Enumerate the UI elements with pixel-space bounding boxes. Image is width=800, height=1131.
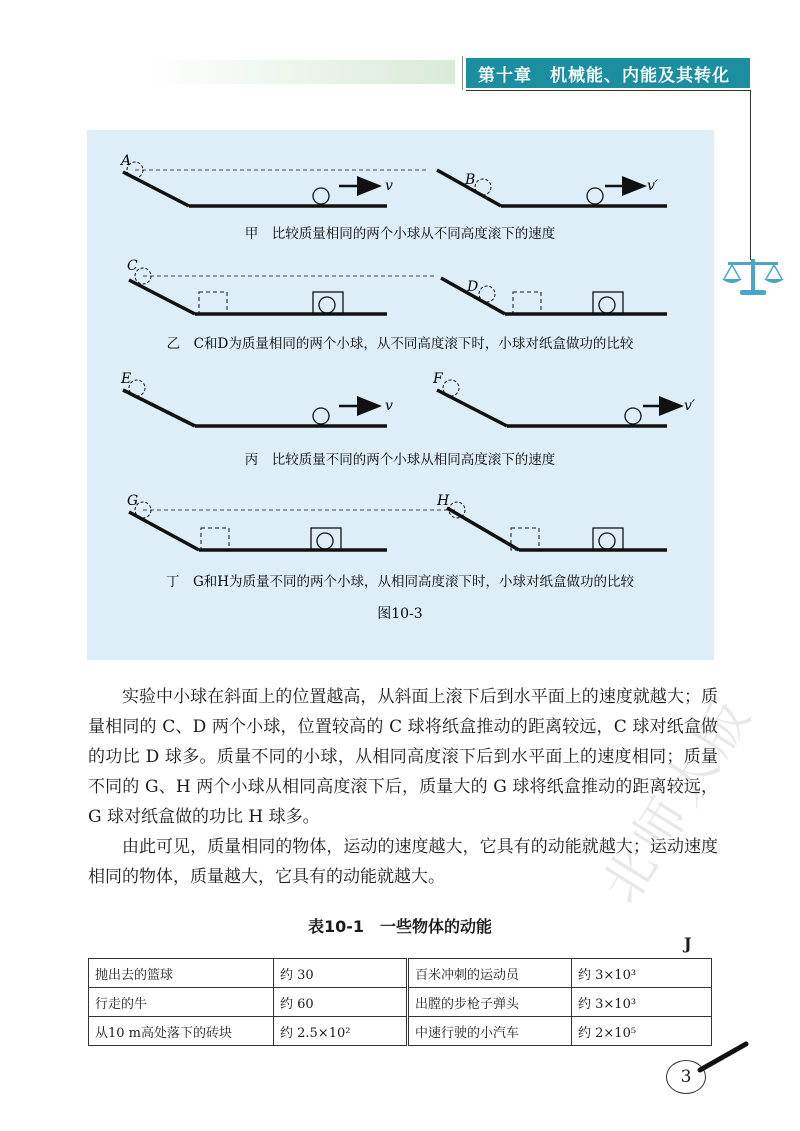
margin-rule [750,90,751,260]
table-cell: 约 3×10³ [572,959,712,988]
table-cell: 百米冲刺的运动员 [408,959,572,988]
table-cell: 中速行驶的小汽车 [408,1017,572,1046]
table-cell: 出膛的步枪子弹头 [408,988,572,1017]
table-cell: 约 60 [274,988,408,1017]
page-number: 3 [666,1060,706,1094]
magnifier-icon [696,1040,752,1074]
table-row [89,1017,712,1046]
speed-label-v: v [385,178,393,194]
table-unit: J [684,934,692,953]
panel-yi-diagram [127,258,667,314]
ball-label-b: B [465,172,476,188]
header-decoration [150,60,455,84]
ball-label-f: F [433,371,443,387]
figure-10-3 [87,130,714,660]
paragraph-2: 由此可见，质量相同的物体，运动的速度越大，它具有的动能就越大；运动速度相同的物体，质量越大，它具有的动能就越大。 [88,837,718,887]
table-row [89,988,712,1017]
panel-ding-diagram [127,493,667,550]
ball-label-e: E [121,371,132,387]
caption-bing: 丙 比较质量不同的两个小球从相同高度滚下的速度 [244,452,556,468]
figure-label: 图10-3 [377,606,423,622]
table-cell: 从10 m高处落下的砖块 [89,1017,274,1046]
header-rule [466,90,750,91]
panel-bing-diagram [120,371,696,426]
ball-label-c: C [127,258,138,274]
ball-label-g: G [127,493,139,509]
chapter-title: 第十章 机械能、内能及其转化 [478,66,730,86]
speed-label-v-2: v [385,398,393,414]
ball-label-h: H [437,493,450,509]
balance-scale-icon [720,255,786,297]
caption-yi: 乙 C和D为质量相同的两个小球，从不同高度滚下时，小球对纸盒做功的比较 [166,336,634,352]
table-cell: 行走的牛 [89,988,274,1017]
kinetic-energy-table [88,958,712,1046]
table-title: 表10-1 一些物体的动能 [307,917,493,936]
ball-label-a: A [121,153,132,169]
paragraph-1: 实验中小球在斜面上的位置越高，从斜面上滚下后到水平面上的速度就越大；质量相同的 C、D 两个小球，位置较高的 C 球将纸盒推动的距离较远，C 球对纸盒做的功比 D 球多。质量不同的小球，从相同高度滚下后到水平面上的速度相同；质量不同的 G、H 两个小球从相同高度滚下后，质量大的 G 球将纸盒推动的距离较远，G 球对纸盒做的功比 H 球多。 [88,687,718,827]
speed-label-v-prime-2: v′ [684,398,696,414]
watermark: 北师大版 [591,685,765,914]
panel-jia-diagram [119,153,667,206]
caption-ding: 丁 G和H为质量不同的两个小球，从相同高度滚下时，小球对纸盒做功的比较 [165,574,635,590]
table-row [89,959,712,988]
table-cell: 约 2.5×10² [274,1017,408,1046]
table-cell: 约 3×10³ [572,988,712,1017]
table-cell: 抛出去的篮球 [89,959,274,988]
header-divider [462,56,463,90]
table-cell: 约 2×10⁵ [572,1017,712,1046]
speed-label-v-prime: v′ [647,178,659,194]
ball-label-d: D [467,279,479,295]
table-cell: 约 30 [274,959,408,988]
caption-jia: 甲 比较质量相同的两个小球从不同高度滚下的速度 [244,226,556,242]
